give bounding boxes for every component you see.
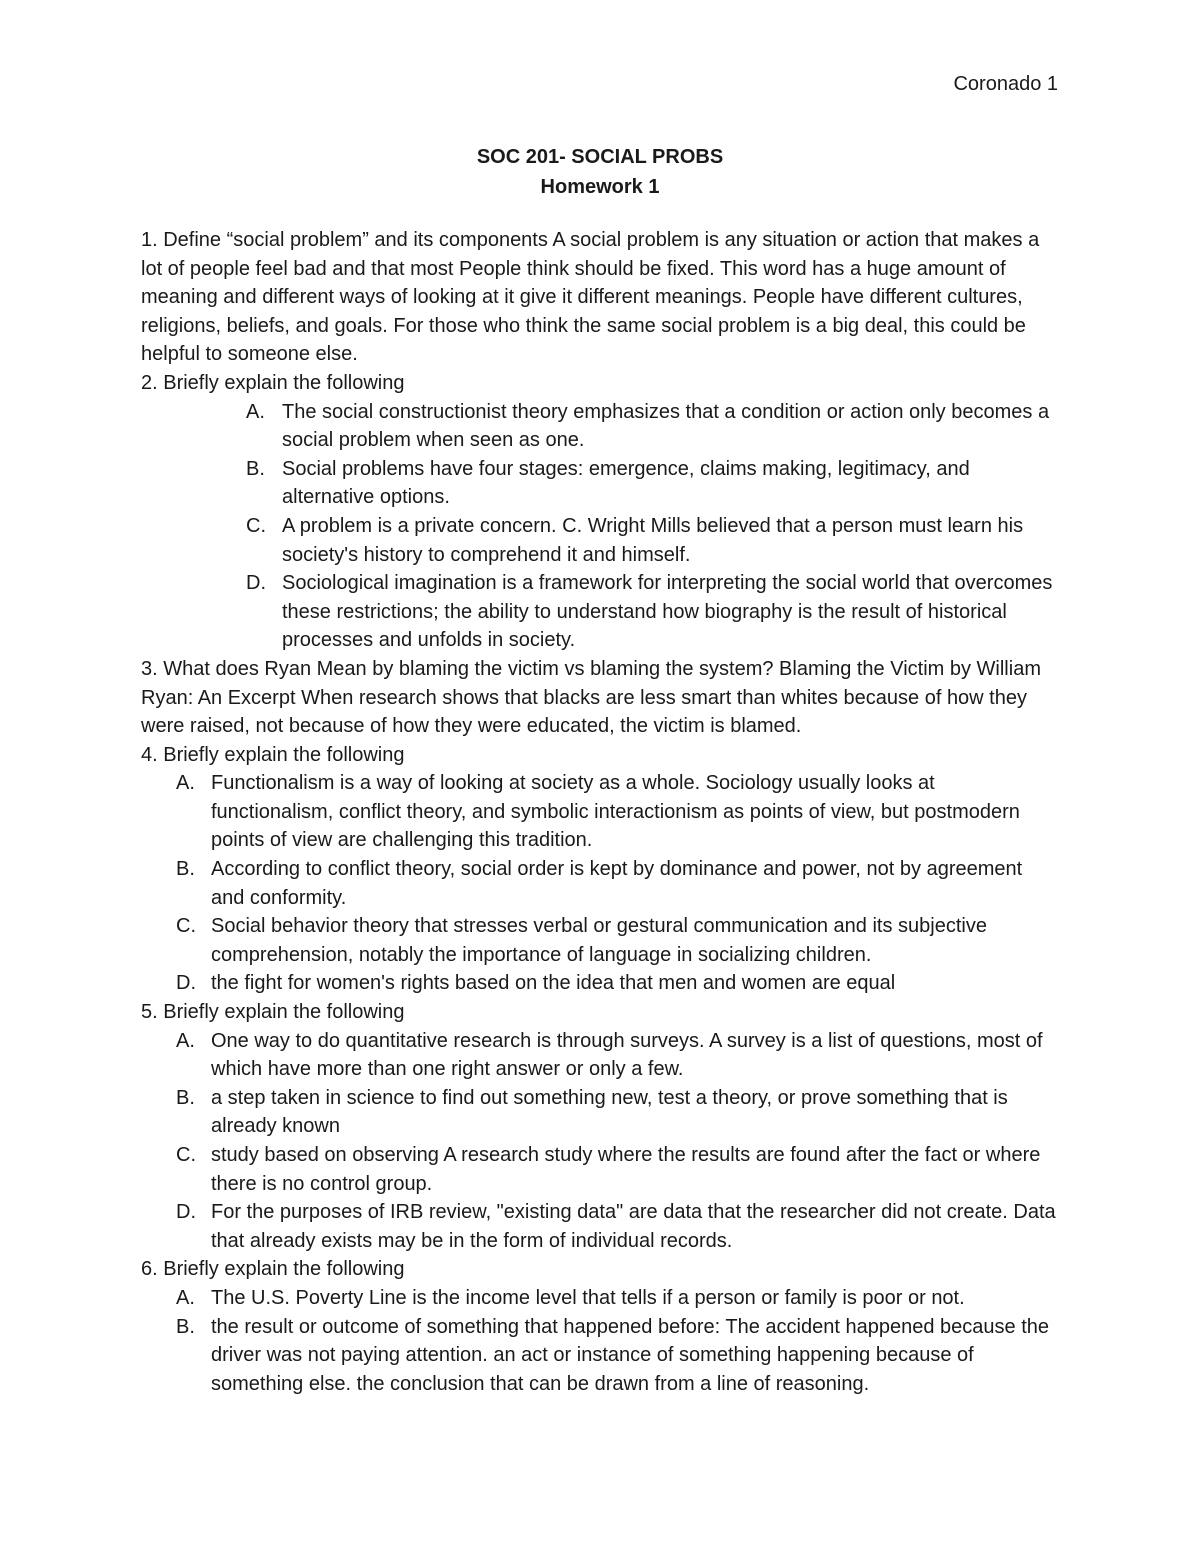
list-item [141, 1198, 1061, 1255]
question-4-list [141, 769, 1061, 998]
list-marker: C. [176, 1144, 196, 1166]
list-item [141, 1027, 1061, 1084]
list-marker: B. [176, 858, 195, 881]
list-item-text: Sociological imagination is a framework for interpreting the social world that overcomes these restrictions; the ability to understand how biography is the result of historical processes and unfolds in society. [282, 572, 1053, 652]
question-2-list [141, 398, 1061, 655]
list-item-text: a step taken in science to find out something new, test a theory, or prove something that is already known [211, 1086, 1008, 1138]
list-item [141, 455, 1061, 512]
list-item [141, 398, 1061, 455]
list-marker: C. [246, 514, 266, 537]
list-marker: A. [176, 1029, 195, 1052]
document-body [141, 226, 1061, 1398]
question-4: 4. Briefly explain the following [141, 743, 405, 766]
list-item [141, 855, 1061, 912]
question-6-list [141, 1284, 1061, 1398]
list-item-text: the result or outcome of something that happened before: The accident happened because the driver was not paying attention. an act or instance of something happening because of something else. the conclusion that can be drawn from a line of reasoning. [211, 1315, 1049, 1395]
list-item-text: the fight for women's rights based on the idea that men and women are equal [211, 972, 896, 995]
list-item [141, 1284, 1061, 1313]
list-marker: D. [176, 1201, 196, 1224]
list-item-text: For the purposes of IRB review, "existing data" are data that the researcher did not create. Data that already exists may be in the form of individual records. [211, 1201, 1056, 1252]
list-marker: B. [176, 1086, 195, 1109]
list-item-text: Social behavior theory that stresses verbal or gestural communication and its subjective comprehension, notably the importance of language in socializing children. [211, 915, 987, 966]
list-item-text: According to conflict theory, social order is kept by dominance and power, not by agreement and conformity. [211, 858, 1023, 909]
list-item [141, 969, 1061, 998]
list-marker: A. [176, 772, 195, 795]
question-3: 3. What does Ryan Mean by blaming the victim vs blaming the system? Blaming the Victim by William Ryan: An Excerpt When research shows that blacks are less smart than whites because of how they were raised, not because of how they were educated, the victim is blamed. [141, 657, 1041, 738]
list-item-text: The U.S. Poverty Line is the income level that tells if a person or family is poor or not. [211, 1286, 965, 1309]
list-item-text: Functionalism is a way of looking at society as a whole. Sociology usually looks at functionalism, conflict theory, and symbolic interactionism as points of view, but postmodern points of view are challenging this tradition. [211, 772, 1020, 852]
question-6: 6. Briefly explain the following [141, 1258, 405, 1281]
list-item [141, 1141, 1061, 1198]
question-2: 2. Briefly explain the following [141, 371, 405, 394]
list-item [141, 512, 1061, 569]
list-marker: B. [176, 1315, 195, 1338]
list-item [141, 569, 1061, 655]
list-marker: D. [246, 572, 266, 595]
page-header-label: Coronado 1 [953, 73, 1058, 95]
list-marker: A. [246, 400, 265, 423]
list-item-text: The social constructionist theory emphasizes that a condition or action only becomes a social problem when seen as one. [282, 400, 1050, 452]
list-item [141, 912, 1061, 969]
list-item-text: study based on observing A research study where the results are found after the fact or where there is no control group. [211, 1144, 1041, 1195]
course-title: SOC 201- SOCIAL PROBS [476, 146, 724, 168]
question-1: 1. Define “social problem” and its components A social problem is any situation or action that makes a lot of people feel bad and that most People think should be fixed. This word has a huge amount of meaning and different ways of looking at it give it different meanings. People have different cultures, religions, beliefs, and goals. For those who think the same social problem is a big deal, this could be helpful to someone else. [141, 229, 1040, 366]
list-marker: C. [176, 915, 196, 938]
list-marker: B. [246, 457, 265, 480]
list-marker: A. [176, 1286, 195, 1309]
list-item [141, 1313, 1061, 1399]
question-5: 5. Briefly explain the following [141, 1001, 405, 1024]
question-5-list [141, 1027, 1061, 1256]
assignment-title: Homework 1 [540, 176, 660, 198]
title-block [0, 142, 1200, 202]
list-item-text: Social problems have four stages: emergence, claims making, legitimacy, and alternative options. [282, 457, 970, 509]
list-item [141, 769, 1061, 855]
list-item [141, 1084, 1061, 1141]
list-item-text: A problem is a private concern. C. Wright Mills believed that a person must learn his society's history to comprehend it and himself. [282, 514, 1024, 566]
list-item-text: One way to do quantitative research is through surveys. A survey is a list of questions, most of which have more than one right answer or only a few. [211, 1029, 1043, 1081]
list-marker: D. [176, 972, 196, 995]
